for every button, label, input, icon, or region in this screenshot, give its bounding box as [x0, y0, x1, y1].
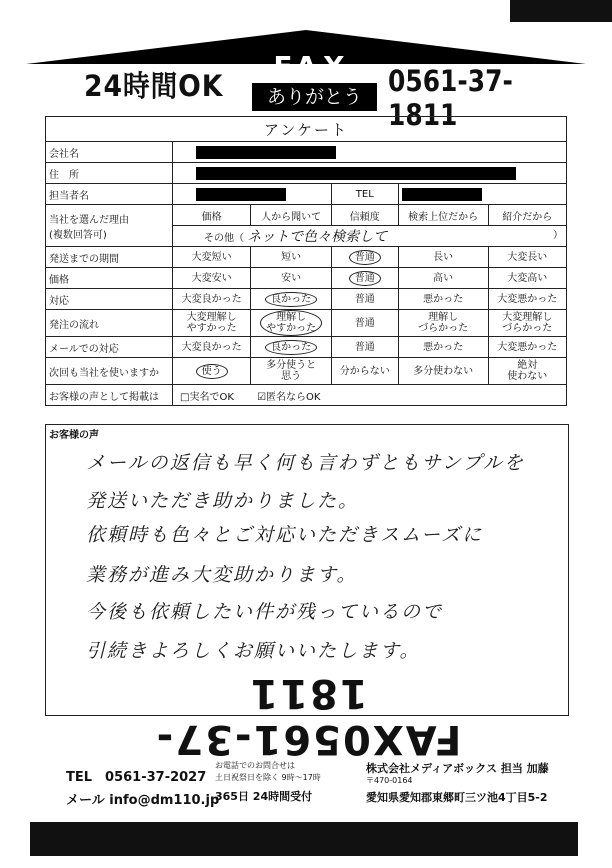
option-text: 普通	[354, 317, 375, 329]
company-label: 会社名	[46, 142, 173, 163]
option-text: 大変良かった	[181, 293, 242, 305]
upside-down-fax-number: FAX0561-37-1811	[154, 670, 462, 762]
voice-line: 発送いただき助かりました。	[86, 490, 360, 512]
rating-option[interactable]	[251, 289, 332, 310]
fax-heading: FAX	[273, 50, 351, 83]
check-icon: ☑	[257, 391, 267, 403]
tel-field[interactable]	[398, 184, 566, 205]
rating-option[interactable]	[173, 289, 251, 310]
reason-label-text: 当社を選んだ理由	[49, 214, 129, 226]
option-text: 大変短い	[191, 251, 232, 263]
option-text: 絶対 使わない	[507, 360, 548, 382]
rating-option[interactable]	[331, 247, 398, 268]
reason-option[interactable]: 信頼度	[331, 205, 398, 226]
selected-option-circle: 理解し やすかった	[260, 310, 322, 336]
rating-option[interactable]	[173, 358, 251, 385]
hours-ok-heading: 24時間OK	[84, 69, 224, 103]
publish-real-option[interactable]: □実名でOK	[180, 391, 234, 403]
rating-option[interactable]	[398, 310, 488, 337]
reason-label	[46, 205, 173, 247]
publish-label: お客様の声として掲載は	[46, 385, 173, 406]
footer-tel: TEL 0561-37-2027	[66, 770, 207, 785]
option-text: 大変長い	[507, 251, 548, 263]
option-text: 大変理解し づらかった	[502, 312, 553, 334]
option-text: 多分使うと 思う	[266, 360, 317, 382]
reason-other-close: ）	[553, 230, 563, 241]
company-field[interactable]	[173, 142, 567, 163]
redaction	[196, 167, 516, 180]
rating-option[interactable]	[488, 358, 566, 385]
redaction	[196, 146, 336, 159]
footer-hours-note: お電話でのお問合せは	[215, 761, 295, 770]
option-text: 理解し づらかった	[418, 312, 469, 334]
rating-label: 発注の流れ	[46, 310, 173, 337]
reason-other-handwritten: ネットで色々検索して	[247, 229, 388, 245]
voice-line: 依頼時も色々とご対応いただきスムーズに	[86, 524, 484, 546]
option-text: 大変悪かった	[497, 341, 558, 353]
reason-option[interactable]: 検索上位だから	[398, 205, 488, 226]
rating-label: 対応	[46, 289, 173, 310]
rating-option[interactable]	[173, 310, 251, 337]
address-field[interactable]	[173, 163, 567, 184]
option-text: 大変悪かった	[497, 293, 558, 305]
publish-anon-option[interactable]: 匿名ならOK	[266, 391, 321, 403]
rating-option[interactable]	[398, 289, 488, 310]
rating-option[interactable]	[488, 337, 566, 358]
rating-option[interactable]	[398, 337, 488, 358]
footer-postal: 〒470-0164	[366, 776, 413, 785]
thanks-heading: ありがとう	[252, 83, 377, 111]
reason-option[interactable]: 人から聞いて	[251, 205, 332, 226]
option-text: 普通	[354, 341, 375, 353]
survey-form	[45, 116, 567, 406]
voice-line: 今後も依頼したい件が残っているので	[86, 601, 444, 623]
rating-option[interactable]	[488, 289, 566, 310]
rating-option[interactable]	[173, 268, 251, 289]
selected-option-circle: 良かった	[265, 340, 317, 355]
person-label: 担当者名	[46, 184, 173, 205]
address-label: 住 所	[46, 163, 173, 184]
selected-option-circle: 良かった	[265, 292, 317, 307]
reason-other-row[interactable]	[173, 226, 567, 247]
rating-label: 価格	[46, 268, 173, 289]
form-title: アンケート	[46, 117, 567, 142]
top-black-bar	[510, 0, 612, 22]
footer-address: 愛知県愛知郡東郷町三ツ池4丁目5-2	[366, 791, 548, 804]
rating-option[interactable]	[488, 247, 566, 268]
person-field[interactable]	[173, 184, 332, 205]
redaction	[402, 188, 482, 201]
footer-mail: メール info@dm110.jp	[66, 793, 220, 808]
option-text: 大変良かった	[181, 341, 242, 353]
fax-number-heading: 0561-37-1811	[388, 64, 513, 132]
rating-label: メールでの対応	[46, 337, 173, 358]
redaction	[196, 188, 286, 201]
selected-option-circle: 普通	[349, 250, 381, 265]
footer-company: 株式会社メディアボックス 担当 加藤	[366, 762, 549, 775]
rating-label: 発送までの期間	[46, 247, 173, 268]
option-text: 普通	[354, 293, 375, 305]
rating-option[interactable]	[251, 337, 332, 358]
rating-option[interactable]	[173, 337, 251, 358]
option-text: 分からない	[339, 365, 390, 377]
tel-label: TEL	[331, 184, 398, 205]
option-text: 長い	[433, 251, 454, 263]
option-text: 大変理解し やすかった	[186, 312, 237, 334]
selected-option-circle: 使う	[196, 364, 228, 379]
option-text: 悪かった	[423, 341, 464, 353]
selected-option-circle: 普通	[349, 271, 381, 286]
reason-option[interactable]: 紹介だから	[488, 205, 566, 226]
footer-24h: 365日 24時間受付	[215, 790, 313, 803]
option-text: 高い	[433, 272, 454, 284]
rating-option[interactable]	[331, 268, 398, 289]
rating-option[interactable]	[251, 247, 332, 268]
footer-hours-note: 土日祝祭日を除く 9時～17時	[215, 773, 321, 782]
rating-option[interactable]	[331, 289, 398, 310]
publish-options[interactable]	[173, 385, 567, 406]
reason-sub-text: (複数回答可)	[49, 229, 107, 241]
option-text: 大変安い	[191, 272, 232, 284]
rating-option[interactable]	[251, 310, 332, 337]
option-text: 大変高い	[507, 272, 548, 284]
rating-option[interactable]	[488, 310, 566, 337]
voice-line: 業務が進み大変助かります。	[86, 564, 358, 586]
rating-label: 次回も当社を使いますか	[46, 358, 173, 385]
option-text: 多分使わない	[413, 365, 474, 377]
reason-other-label: その他（	[204, 233, 244, 244]
reason-option[interactable]: 価格	[173, 205, 251, 226]
rating-option[interactable]	[251, 268, 332, 289]
customer-voice-label: お客様の声	[49, 430, 99, 441]
rating-option[interactable]	[173, 247, 251, 268]
rating-option[interactable]	[331, 310, 398, 337]
rating-option[interactable]	[398, 268, 488, 289]
rating-option[interactable]	[398, 358, 488, 385]
rating-option[interactable]	[251, 358, 332, 385]
bottom-black-bar	[30, 822, 578, 856]
rating-option[interactable]	[331, 358, 398, 385]
rating-option[interactable]	[398, 247, 488, 268]
voice-line: 引続きよろしくお願いいたします。	[86, 640, 421, 662]
voice-line: メールの返信も早く何も言わずともサンプルを	[86, 452, 525, 474]
option-text: 悪かった	[423, 293, 464, 305]
option-text: 安い	[281, 272, 302, 284]
rating-option[interactable]	[488, 268, 566, 289]
option-text: 短い	[281, 251, 302, 263]
rating-option[interactable]	[331, 337, 398, 358]
